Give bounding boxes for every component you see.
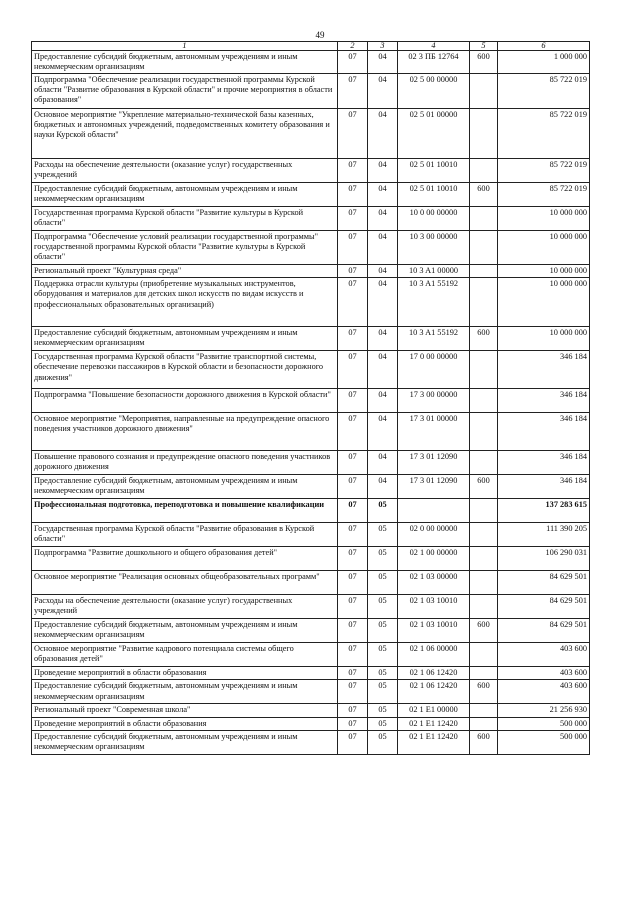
cell-name: Основное мероприятие "Развитие кадрового потенциала системы общего образования детей"	[32, 643, 338, 667]
table-row	[32, 413, 590, 451]
cell-expense-type	[470, 451, 498, 475]
cell-amount: 106 290 031	[498, 547, 590, 571]
cell-amount: 21 256 930	[498, 704, 590, 717]
table-row	[32, 451, 590, 475]
cell-section: 07	[338, 265, 368, 278]
cell-amount: 111 390 205	[498, 523, 590, 547]
table-row	[32, 643, 590, 667]
cell-name: Проведение мероприятий в области образования	[32, 667, 338, 680]
table-row	[32, 680, 590, 704]
cell-name: Предоставление субсидий бюджетным, автономным учреждениям и иным некоммерческим организациям	[32, 730, 338, 754]
cell-name: Поддержка отрасли культуры (приобретение музыкальных инструментов, оборудования и материалов для детских школ искусств по видам искусств и профессиональных образовательных организаций)	[32, 278, 338, 327]
cell-subsection: 04	[368, 183, 398, 207]
cell-name: Предоставление субсидий бюджетным, автономным учреждениям и иным некоммерческим организациям	[32, 183, 338, 207]
cell-name: Государственная программа Курской области "Развитие образования в Курской области"	[32, 523, 338, 547]
cell-target-article: 02 1 06 00000	[398, 643, 470, 667]
cell-target-article: 10 3 A1 00000	[398, 265, 470, 278]
page-number: 49	[315, 30, 325, 40]
table-row	[32, 619, 590, 643]
header-col-3: 3	[368, 42, 398, 51]
cell-section: 07	[338, 389, 368, 413]
cell-subsection: 05	[368, 523, 398, 547]
cell-target-article: 02 1 E1 12420	[398, 717, 470, 730]
table-row	[32, 595, 590, 619]
cell-amount: 500 000	[498, 717, 590, 730]
cell-expense-type: 600	[470, 680, 498, 704]
cell-section: 07	[338, 595, 368, 619]
cell-amount: 346 184	[498, 451, 590, 475]
table-row	[32, 571, 590, 595]
cell-section: 07	[338, 51, 368, 74]
cell-section: 07	[338, 207, 368, 231]
cell-amount: 403 600	[498, 667, 590, 680]
cell-subsection: 04	[368, 207, 398, 231]
cell-amount: 10 000 000	[498, 278, 590, 327]
cell-section: 07	[338, 451, 368, 475]
cell-amount: 1 000 000	[498, 51, 590, 74]
cell-expense-type	[470, 389, 498, 413]
cell-section: 07	[338, 667, 368, 680]
cell-target-article: 17 0 00 00000	[398, 351, 470, 389]
cell-subsection: 04	[368, 109, 398, 159]
cell-subsection: 04	[368, 278, 398, 327]
table-row	[32, 265, 590, 278]
cell-subsection: 05	[368, 680, 398, 704]
cell-section: 07	[338, 547, 368, 571]
cell-subsection: 04	[368, 327, 398, 351]
cell-name: Предоставление субсидий бюджетным, автономным учреждениям и иным некоммерческим организациям	[32, 475, 338, 499]
table-row	[32, 51, 590, 74]
cell-name: Подпрограмма "Обеспечение реализации государственной программы Курской области "Развитие образования в Курской области" и прочие мероприятия в области образования"	[32, 74, 338, 109]
cell-amount: 346 184	[498, 475, 590, 499]
cell-amount: 84 629 501	[498, 619, 590, 643]
cell-section: 07	[338, 159, 368, 183]
cell-subsection: 04	[368, 475, 398, 499]
cell-subsection: 04	[368, 51, 398, 74]
table-row	[32, 523, 590, 547]
cell-section: 07	[338, 680, 368, 704]
cell-section: 07	[338, 717, 368, 730]
cell-section: 07	[338, 74, 368, 109]
table-row	[32, 475, 590, 499]
cell-name: Региональный проект "Современная школа"	[32, 704, 338, 717]
cell-amount: 85 722 019	[498, 74, 590, 109]
header-col-1: 1	[32, 42, 338, 51]
cell-section: 07	[338, 475, 368, 499]
cell-amount: 85 722 019	[498, 183, 590, 207]
cell-expense-type: 600	[470, 475, 498, 499]
cell-target-article: 02 1 E1 12420	[398, 730, 470, 754]
cell-expense-type: 600	[470, 183, 498, 207]
cell-target-article: 02 5 01 10010	[398, 183, 470, 207]
cell-name: Предоставление субсидий бюджетным, автономным учреждениям и иным некоммерческим организациям	[32, 327, 338, 351]
table-row	[32, 109, 590, 159]
cell-target-article: 02 1 06 12420	[398, 667, 470, 680]
table-row	[32, 231, 590, 265]
cell-subsection: 05	[368, 643, 398, 667]
cell-subsection: 05	[368, 571, 398, 595]
cell-target-article: 02 1 03 00000	[398, 571, 470, 595]
cell-expense-type	[470, 547, 498, 571]
cell-expense-type	[470, 159, 498, 183]
cell-name: Повышение правового сознания и предупреждение опасного поведения участников дорожного движения	[32, 451, 338, 475]
cell-subsection: 05	[368, 704, 398, 717]
cell-expense-type	[470, 667, 498, 680]
table-row	[32, 704, 590, 717]
table-row	[32, 278, 590, 327]
cell-name: Подпрограмма "Обеспечение условий реализации государственной программы" государственной программы Курской области "Развитие культуры в Курской области"	[32, 231, 338, 265]
cell-amount: 346 184	[498, 413, 590, 451]
cell-name: Предоставление субсидий бюджетным, автономным учреждениям и иным некоммерческим организациям	[32, 51, 338, 74]
cell-section: 07	[338, 571, 368, 595]
cell-subsection: 04	[368, 389, 398, 413]
table-row	[32, 159, 590, 183]
table-row	[32, 389, 590, 413]
cell-name: Предоставление субсидий бюджетным, автономным учреждениям и иным некоммерческим организациям	[32, 680, 338, 704]
cell-subsection: 04	[368, 159, 398, 183]
cell-target-article: 02 5 01 10010	[398, 159, 470, 183]
cell-name: Расходы на обеспечение деятельности (оказание услуг) государственных учреждений	[32, 159, 338, 183]
cell-section: 07	[338, 278, 368, 327]
cell-section: 07	[338, 499, 368, 523]
cell-expense-type	[470, 265, 498, 278]
cell-subsection: 04	[368, 451, 398, 475]
table-header-row	[32, 42, 590, 51]
cell-section: 07	[338, 231, 368, 265]
cell-subsection: 04	[368, 351, 398, 389]
header-col-2: 2	[338, 42, 368, 51]
cell-name: Предоставление субсидий бюджетным, автономным учреждениям и иным некоммерческим организациям	[32, 619, 338, 643]
cell-name: Проведение мероприятий в области образования	[32, 717, 338, 730]
cell-expense-type	[470, 523, 498, 547]
cell-expense-type	[470, 109, 498, 159]
table-row	[32, 717, 590, 730]
cell-amount: 403 600	[498, 643, 590, 667]
cell-target-article: 02 5 00 00000	[398, 74, 470, 109]
cell-amount: 85 722 019	[498, 109, 590, 159]
cell-subsection: 05	[368, 619, 398, 643]
cell-target-article: 17 3 01 12090	[398, 451, 470, 475]
cell-amount: 10 000 000	[498, 231, 590, 265]
cell-amount: 10 000 000	[498, 327, 590, 351]
table-row	[32, 730, 590, 754]
cell-section: 07	[338, 109, 368, 159]
cell-amount: 84 629 501	[498, 595, 590, 619]
cell-target-article: 02 1 03 10010	[398, 619, 470, 643]
cell-name: Подпрограмма "Повышение безопасности дорожного движения в Курской области"	[32, 389, 338, 413]
cell-name: Государственная программа Курской области "Развитие культуры в Курской области"	[32, 207, 338, 231]
table-row	[32, 207, 590, 231]
cell-target-article	[398, 499, 470, 523]
cell-expense-type	[470, 643, 498, 667]
cell-expense-type	[470, 571, 498, 595]
cell-subsection: 05	[368, 667, 398, 680]
cell-section: 07	[338, 704, 368, 717]
cell-subsection: 05	[368, 717, 398, 730]
cell-expense-type	[470, 231, 498, 265]
cell-name: Основное мероприятие "Мероприятия, направленные на предупреждение опасного поведения участников дорожного движения"	[32, 413, 338, 451]
cell-target-article: 17 3 01 12090	[398, 475, 470, 499]
cell-amount: 85 722 019	[498, 159, 590, 183]
table-row	[32, 547, 590, 571]
cell-expense-type	[470, 704, 498, 717]
cell-name: Государственная программа Курской области "Развитие транспортной системы, обеспечение перевозки пассажиров в Курской области и безопасности дорожного движения"	[32, 351, 338, 389]
cell-target-article: 10 0 00 00000	[398, 207, 470, 231]
cell-section: 07	[338, 413, 368, 451]
cell-section: 07	[338, 643, 368, 667]
cell-target-article: 17 3 01 00000	[398, 413, 470, 451]
cell-name: Региональный проект "Культурная среда"	[32, 265, 338, 278]
table-row	[32, 499, 590, 523]
cell-target-article: 02 0 00 00000	[398, 523, 470, 547]
header-col-6: 6	[498, 42, 590, 51]
cell-expense-type: 600	[470, 730, 498, 754]
cell-subsection: 04	[368, 265, 398, 278]
cell-name: Подпрограмма "Развитие дошкольного и общего образования детей"	[32, 547, 338, 571]
cell-amount: 137 283 615	[498, 499, 590, 523]
header-col-5: 5	[470, 42, 498, 51]
cell-target-article: 10 3 00 00000	[398, 231, 470, 265]
cell-expense-type	[470, 351, 498, 389]
header-col-4: 4	[398, 42, 470, 51]
table-row	[32, 351, 590, 389]
cell-section: 07	[338, 351, 368, 389]
cell-expense-type	[470, 413, 498, 451]
cell-amount: 84 629 501	[498, 571, 590, 595]
cell-section: 07	[338, 730, 368, 754]
table-row	[32, 327, 590, 351]
cell-name: Основное мероприятие "Укрепление материально-технической базы казенных, бюджетных и автономных учреждений, подведомственных комитету образования и науки Курской области"	[32, 109, 338, 159]
cell-target-article: 02 3 ПБ 12764	[398, 51, 470, 74]
table-row	[32, 74, 590, 109]
cell-expense-type	[470, 278, 498, 327]
cell-expense-type: 600	[470, 51, 498, 74]
cell-subsection: 04	[368, 413, 398, 451]
cell-name: Основное мероприятие "Реализация основных общеобразовательных программ"	[32, 571, 338, 595]
cell-target-article: 02 5 01 00000	[398, 109, 470, 159]
cell-expense-type: 600	[470, 619, 498, 643]
cell-section: 07	[338, 523, 368, 547]
cell-target-article: 17 3 00 00000	[398, 389, 470, 413]
cell-amount: 346 184	[498, 351, 590, 389]
table-row	[32, 667, 590, 680]
cell-subsection: 05	[368, 547, 398, 571]
cell-expense-type	[470, 499, 498, 523]
cell-subsection: 05	[368, 730, 398, 754]
cell-subsection: 05	[368, 595, 398, 619]
cell-section: 07	[338, 183, 368, 207]
cell-amount: 10 000 000	[498, 265, 590, 278]
budget-table	[31, 41, 590, 755]
cell-expense-type	[470, 717, 498, 730]
cell-expense-type	[470, 595, 498, 619]
cell-expense-type	[470, 74, 498, 109]
cell-amount: 500 000	[498, 730, 590, 754]
cell-target-article: 02 1 00 00000	[398, 547, 470, 571]
cell-subsection: 04	[368, 74, 398, 109]
cell-expense-type: 600	[470, 327, 498, 351]
cell-target-article: 10 3 A1 55192	[398, 278, 470, 327]
cell-target-article: 02 1 03 10010	[398, 595, 470, 619]
cell-target-article: 02 1 06 12420	[398, 680, 470, 704]
cell-amount: 346 184	[498, 389, 590, 413]
cell-name: Профессиональная подготовка, переподготовка и повышение квалификации	[32, 499, 338, 523]
cell-expense-type	[470, 207, 498, 231]
table-row	[32, 183, 590, 207]
cell-name: Расходы на обеспечение деятельности (оказание услуг) государственных учреждений	[32, 595, 338, 619]
cell-amount: 403 600	[498, 680, 590, 704]
cell-target-article: 02 1 E1 00000	[398, 704, 470, 717]
cell-section: 07	[338, 327, 368, 351]
cell-amount: 10 000 000	[498, 207, 590, 231]
cell-subsection: 04	[368, 231, 398, 265]
cell-target-article: 10 3 A1 55192	[398, 327, 470, 351]
cell-subsection: 05	[368, 499, 398, 523]
cell-section: 07	[338, 619, 368, 643]
